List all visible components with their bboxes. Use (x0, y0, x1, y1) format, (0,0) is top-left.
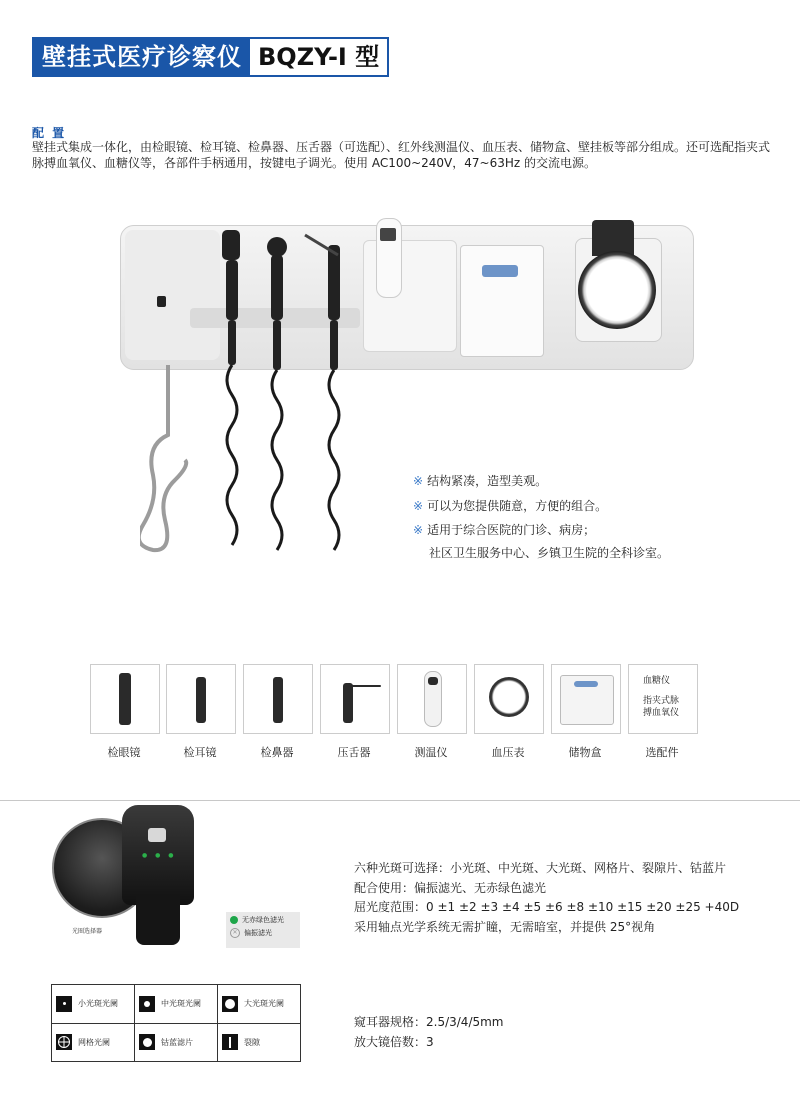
selector-label: 光圈选择器 (72, 928, 103, 935)
optional-parts-icon: 血糖仪 指夹式脉 搏血氧仪 (643, 676, 680, 718)
section-divider (0, 800, 800, 801)
medium-spot-icon (139, 996, 155, 1012)
feature-item: ※ 结构紧凑，造型美观。 (413, 474, 548, 488)
accessory-label: 储物盒 (568, 746, 602, 759)
coiled-cords (227, 365, 339, 550)
storage-box-device (460, 245, 544, 357)
nasal-handle (305, 235, 340, 370)
spec-line: 屈光度范围：0 ±1 ±2 ±3 ±4 ±5 ±6 ±8 ±10 ±15 ±20 ±25 +40D (354, 900, 740, 914)
accessory-label: 检眼镜 (107, 746, 141, 759)
aperture-cell: 裂隙 (218, 1023, 301, 1062)
config-description: 壁挂式集成一体化，由检眼镜、检耳镜、检鼻器、压舌器（可选配）、红外线测温仪、血压表、储物盒、壁挂板等部分组成。还可选配指夹式脉搏血氧仪、血糖仪等，各部件手柄通用，按键电子调光。使用 AC100~240V，47~63Hz 的交流电源。 (32, 140, 771, 170)
otoscope-icon (196, 677, 206, 723)
spec-line: 采用轴点光学系统无需扩瞳，无需暗室，并提供 25°视角 (354, 920, 656, 934)
polarizing-filter-icon: ✕ (230, 928, 240, 938)
reference-mark-icon: ※ (413, 499, 424, 513)
page-title (32, 37, 389, 77)
thumb-otoscope (166, 664, 236, 734)
cobalt-filter-icon (139, 1034, 155, 1050)
legend-item: 无赤绿色滤光 (226, 912, 300, 925)
feature-item: ※ 适用于综合医院的门诊、病房； (413, 523, 596, 537)
reference-mark-icon: ※ (413, 523, 424, 537)
spec-line: 窥耳器规格：2.5/3/4/5mm (354, 1015, 504, 1029)
aperture-cell: 网格光阑 (52, 1023, 135, 1062)
ophthalmoscope-icon (119, 673, 131, 725)
accessory-label: 检耳镜 (183, 746, 217, 759)
product-name: 壁挂式医疗诊察仪 (34, 39, 250, 75)
slit-icon (222, 1034, 238, 1050)
accessory-label: 血压表 (491, 746, 525, 759)
spec-line: 配合使用：偏振滤光、无赤绿色滤光 (354, 881, 547, 895)
pressure-gauge-icon (578, 251, 656, 329)
sphygmomanometer-icon (489, 677, 529, 717)
accessory-label: 压舌器 (337, 746, 371, 759)
accessory-label: 测温仪 (414, 746, 448, 759)
filter-legend (226, 912, 300, 948)
feature-item: 社区卫生服务中心、乡镇卫生院的全科诊室。 (429, 546, 670, 560)
aperture-cell: 小光斑光阑 (52, 985, 135, 1024)
aperture-cell: 大光斑光阑 (218, 985, 301, 1024)
thumb-nasal-speculum (243, 664, 313, 734)
ophthalmoscope-neck (136, 895, 180, 945)
thumb-optional-parts (628, 664, 698, 734)
indicator-lights-icon: ● ● ● (142, 852, 177, 859)
small-spot-icon (56, 996, 72, 1012)
viewing-window (148, 828, 166, 842)
aperture-cell: 中光斑光阑 (135, 985, 218, 1024)
product-model: BQZY-I 型 (250, 39, 387, 75)
config-heading: 配 置 (32, 126, 67, 140)
tongue-depressor-icon (343, 683, 353, 723)
spec-line: 放大镜倍数：3 (354, 1035, 434, 1049)
otoscope-handle (267, 237, 287, 370)
storage-logo-icon (482, 265, 518, 277)
legend-item: ✕ 偏振滤光 (226, 925, 300, 938)
large-spot-icon (222, 996, 238, 1012)
thumb-thermometer (397, 664, 467, 734)
power-cable (140, 365, 186, 550)
spec-line: 六种光斑可选择：小光斑、中光斑、大光斑、网格片、裂隙片、钴蓝片 (354, 861, 727, 875)
ophthalmoscope-handle (222, 230, 240, 365)
reference-mark-icon: ※ (413, 474, 424, 488)
accessory-label: 检鼻器 (260, 746, 294, 759)
feature-item: ※ 可以为您提供随意，方便的组合。 (413, 499, 608, 513)
green-filter-icon (230, 916, 238, 924)
thumb-tongue-depressor (320, 664, 390, 734)
grid-spot-icon (56, 1034, 72, 1050)
thumb-sphygmomanometer (474, 664, 544, 734)
nasal-speculum-icon (273, 677, 283, 723)
thumb-storage-box (551, 664, 621, 734)
aperture-cell: 钴蓝滤片 (135, 1023, 218, 1062)
instrument-handles (140, 225, 380, 585)
thumb-ophthalmoscope (90, 664, 160, 734)
aperture-table (51, 984, 301, 1062)
accessory-label: 选配件 (645, 746, 679, 759)
thermometer-screen (380, 228, 396, 241)
